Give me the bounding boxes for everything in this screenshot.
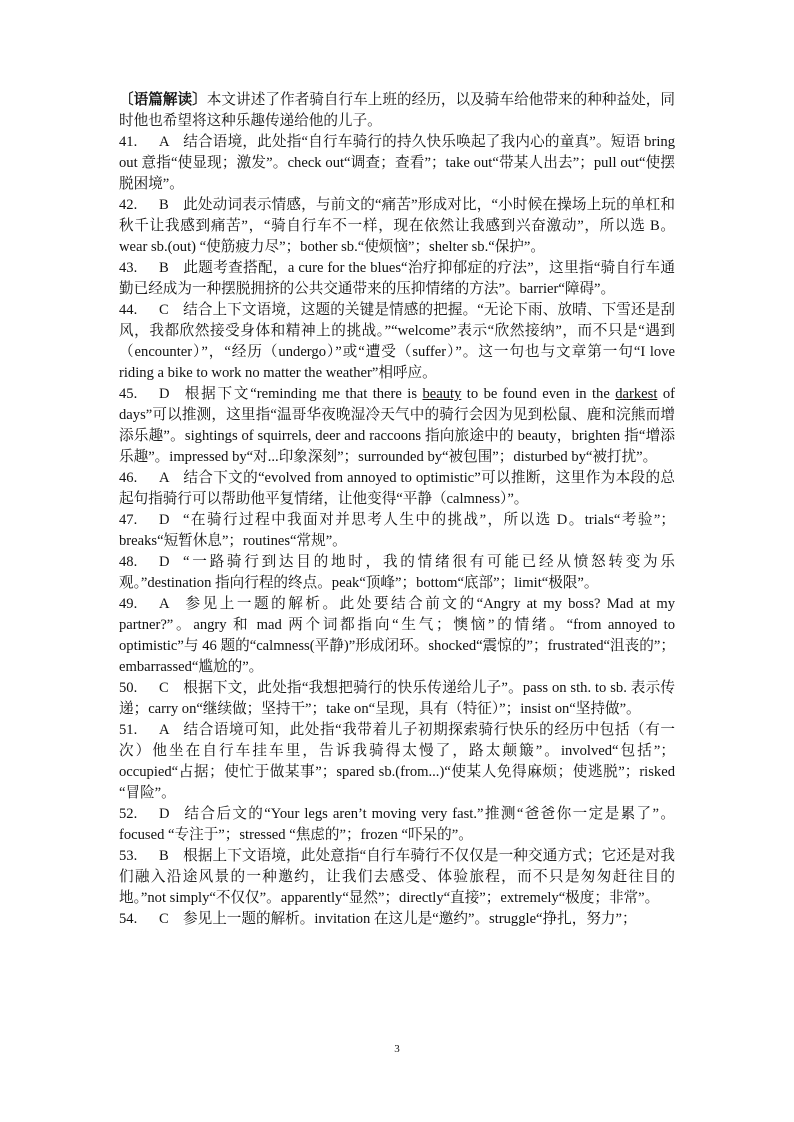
answer-letter: D: [159, 554, 170, 570]
explanation-text: 结合语境，此处指“自行车骑行的持久快乐唤起了我内心的童真”。短语 bring out 意指“使显现；激发”。check out“调查；查看”；take out“带某人出去”；pull out“使摆脱困境”。: [119, 134, 675, 192]
explanation-text-end: of days”可以推测，这里指“温哥华夜晚湿冷天气中的骑行会因为见到松鼠、鹿和浣熊而增添乐趣”。sightings of squirrels, deer and raccoons 指向旅途中的 beauty，brighten 指“增添乐趣”。impressed by“对...印象深刻”；surrounded by“被包围”；disturbed by“被打扰”。: [119, 386, 675, 465]
question-number: 45.: [119, 386, 138, 402]
answer-item-41: [119, 132, 675, 195]
explanation-text: 此题考查搭配，a cure for the blues“治疗抑郁症的疗法”，这里指“骑自行车通勤已经成为一种摆脱拥挤的公共交通带来的压抑情绪的方法”。barrier“障碍”。: [119, 260, 675, 297]
answer-letter: B: [159, 260, 169, 276]
answer-item-49: [119, 594, 675, 678]
passage-overview-label: 〔语篇解读〕: [119, 92, 207, 108]
explanation-text: 结合下文的“evolved from annoyed to optimistic”可以推断，这里作为本段的总起句指骑行可以帮助他平复情绪，让他变得“平静（calmness）”。: [119, 470, 675, 507]
answer-item-51: [119, 720, 675, 804]
answer-item-52: [119, 804, 675, 846]
question-number: 54.: [119, 911, 138, 927]
answer-item-43: [119, 258, 675, 300]
answer-item-45: [119, 384, 675, 468]
question-number: 46.: [119, 470, 138, 486]
question-number: 41.: [119, 134, 138, 150]
answer-letter: A: [159, 722, 170, 738]
question-number: 50.: [119, 680, 138, 696]
answer-explanations: [119, 90, 675, 930]
explanation-text: “一路骑行到达目的地时，我的情绪很有可能已经从愤怒转变为乐观。”destination 指向行程的终点。peak“顶峰”；bottom“底部”；limit“极限”。: [119, 554, 675, 591]
answer-letter: B: [159, 848, 169, 864]
underlined-word-darkest: darkest: [615, 386, 658, 402]
answer-letter: C: [159, 911, 169, 927]
explanation-text: 参见上一题的解析。此处要结合前文的“Angry at my boss? Mad at my partner?”。angry 和 mad 两个词都指向“生气；懊恼”的情绪。“from annoyed to optimistic”与 46 题的“calmness(平静)”形成闭环。shocked“震惊的”；frustrated“沮丧的”；embarrassed“尴尬的”。: [119, 596, 675, 675]
explanation-text: 根据上下文语境，此处意指“自行车骑行不仅仅是一种交通方式；它还是对我们融入沿途风景的一种邀约，让我们去感受、体验旅程，而不只是匆匆赶往目的地。”not simply“不仅仅”。apparently“显然”；directly“直接”；extremely“极度；非常”。: [119, 848, 675, 906]
explanation-text: 结合语境可知，此处指“我带着儿子初期探索骑行快乐的经历中包括（有一次）他坐在自行车挂车里，告诉我骑得太慢了，路太颠簸”。involved“包括”；occupied“占据；使忙于做某事”；spared sb.(from...)“使某人免得麻烦；使逃脱”；risked “冒险”。: [119, 722, 675, 801]
answer-item-44: [119, 300, 675, 384]
explanation-text: 参见上一题的解析。invitation 在这儿是“邀约”。struggle“挣扎，努力”；: [183, 911, 637, 927]
answer-item-42: [119, 195, 675, 258]
explanation-text-middle: to be found even in the: [461, 386, 616, 402]
page-number: 3: [394, 1043, 400, 1055]
explanation-text: 结合后文的“Your legs aren’t moving very fast.”推测“爸爸你一定是累了”。focused “专注于”；stressed “焦虑的”；frozen “吓呆的”。: [119, 806, 675, 843]
question-number: 52.: [119, 806, 138, 822]
answer-item-46: [119, 468, 675, 510]
question-number: 48.: [119, 554, 138, 570]
answer-letter: D: [159, 512, 170, 528]
answer-letter: A: [159, 134, 170, 150]
answer-letter: D: [159, 386, 170, 402]
passage-overview-text: 本文讲述了作者骑自行车上班的经历，以及骑车给他带来的种种益处，同时他也希望将这种乐趣传递给他的儿子。: [119, 92, 675, 129]
underlined-word-beauty: beauty: [422, 386, 462, 402]
answer-item-47: [119, 510, 675, 552]
answer-letter: C: [159, 680, 169, 696]
answer-item-54: [119, 909, 675, 930]
question-number: 47.: [119, 512, 138, 528]
question-number: 51.: [119, 722, 138, 738]
answer-item-50: [119, 678, 675, 720]
answer-item-53: [119, 846, 675, 909]
answer-letter: D: [159, 806, 170, 822]
passage-overview: [119, 90, 675, 132]
question-number: 53.: [119, 848, 138, 864]
answer-letter: C: [159, 302, 169, 318]
explanation-text: “在骑行过程中我面对并思考人生中的挑战”，所以选 D。trials“考验”；breaks“短暂休息”；routines“常规”。: [119, 512, 675, 549]
question-number: 43.: [119, 260, 138, 276]
question-number: 44.: [119, 302, 138, 318]
question-number: 42.: [119, 197, 138, 213]
answer-item-48: [119, 552, 675, 594]
answer-letter: A: [159, 596, 170, 612]
explanation-text: 此处动词表示情感，与前文的“痛苦”形成对比，“小时候在操场上玩的单杠和秋千让我感到痛苦”，“骑自行车不一样，现在依然让我感到兴奋激动”，所以选 B。wear sb.(out) “使筋疲力尽”；bother sb.“使烦恼”；shelter sb.“保护”。: [119, 197, 675, 255]
answer-letter: A: [159, 470, 170, 486]
explanation-text-start: 根据下文“reminding me that there is: [183, 386, 423, 402]
explanation-text: 根据下文，此处指“我想把骑行的快乐传递给儿子”。pass on sth. to sb. 表示传递；carry on“继续做；坚持干”；take on“呈现，具有（特征）”；insist on“坚持做”。: [119, 680, 675, 717]
explanation-text: 结合上下文语境，这题的关键是情感的把握。“无论下雨、放晴、下雪还是刮风，我都欣然接受身体和精神上的挑战。”“welcome”表示“欣然接纳”，而不只是“遇到（encounter）”，“经历（undergo）”或“遭受（suffer）”。这一句也与文章第一句“I love riding a bike to work no matter the weather”相呼应。: [119, 302, 675, 381]
question-number: 49.: [119, 596, 138, 612]
answer-letter: B: [159, 197, 169, 213]
